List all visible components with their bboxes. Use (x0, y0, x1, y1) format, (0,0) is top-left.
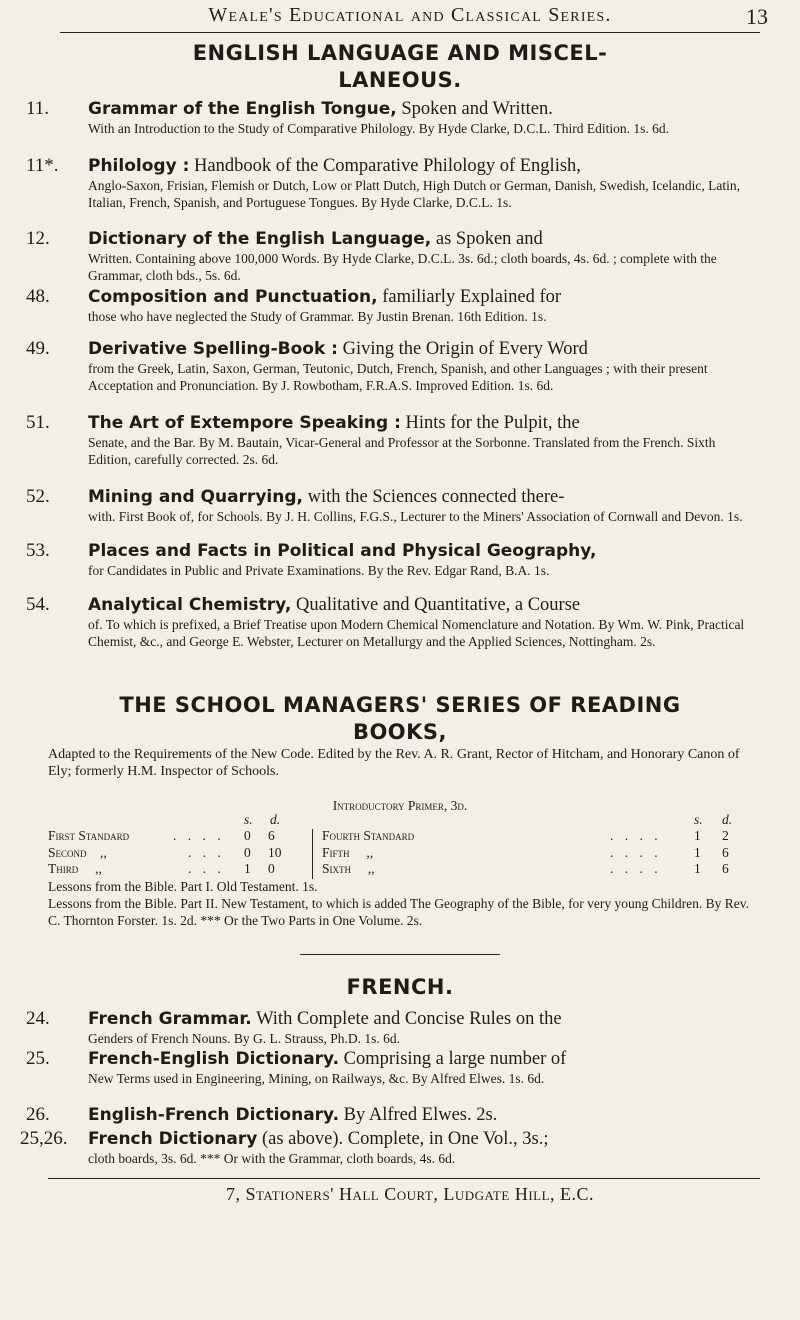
entry-body: for Candidates in Public and Private Examinations. By the Rev. Edgar Rand, B.A. 1s. (88, 563, 550, 578)
entry-subtitle: By Alfred Elwes. 2s. (339, 1105, 498, 1125)
entry-body: With an Introduction to the Study of Comparative Philology. By Hyde Clarke, D.C.L. Third Edition. 1s. 6d. (88, 121, 670, 136)
entry-title: Analytical Chemistry, (88, 595, 292, 615)
price-row: Fourth Standard . . . . 1 2 (322, 828, 729, 843)
entry-subtitle: familiarly Explained for (377, 287, 562, 307)
lessons-part-2: Lessons from the Bible. Part II. New Testament, to which is added The Geography of the Bible, for very young Children. By Rev. C. Thornton Forster. 1s. 2d. *** Or the Two Parts in One Volume. 2s. (48, 896, 750, 928)
entry-body: those who have neglected the Study of Grammar. By Justin Brenan. 16th Edition. 1s. (88, 309, 547, 324)
entry-number: 48. (26, 286, 50, 307)
entry-body: Written. Containing above 100,000 Words. By Hyde Clarke, D.C.L. 3s. 6d.; cloth boards, 4s. 6d. ; complete with the Grammar, cloth bds., 5s. 6d. (88, 251, 717, 283)
entry-number: 52. (26, 486, 50, 507)
price-row: Sixth ,, . . . . 1 6 (322, 861, 729, 876)
entry-subtitle: Comprising a large number of (339, 1049, 567, 1069)
entry-number: 26. (26, 1104, 50, 1125)
entry-body: of. To which is prefixed, a Brief Treatise upon Modern Chemical Nomenclature and Notation. By Wm. W. Pink, Practical Chemist, &c., and George E. Webster, Lecturer on Metallurgy and the Applied Sciences, Nottingham. 2s. (88, 617, 745, 649)
entry-title: Philology : (88, 156, 190, 176)
entry-body: from the Greek, Latin, Saxon, German, Teutonic, Dutch, French, Spanish, and other Languages ; with their present Acceptation and Pronunciation. By J. Rowbotham, F.R.A.S. Improved Edition. 1s. 6d. (88, 361, 708, 393)
series-description: Adapted to the Requirements of the New Code. Edited by the Rev. A. R. Grant, Rector of Hitcham, and Honorary Canon of Ely; formerly H.M. Inspector of Schools. (48, 747, 740, 779)
entry-number: 24. (26, 1008, 50, 1029)
entry-subtitle: with the Sciences connected there- (302, 487, 565, 507)
entry-number: 53. (26, 540, 50, 561)
entry-number: 51. (26, 412, 50, 433)
section-heading-school-managers: THE SCHOOL MANAGERS' SERIES OF READING BOOKS, (119, 693, 681, 744)
entry-body: with. First Book of, for Schools. By J. H. Collins, F.G.S., Lecturer to the Miners' Association of Cornwall and Devon. 1s. (88, 509, 743, 524)
entry-body: Anglo-Saxon, Frisian, Flemish or Dutch, Low or Platt Dutch, High Dutch or German, Danish, Swedish, Icelandic, Latin, Italian, French, Spanish, and Portuguese Tongues. By Hyde Clarke, D.C.L. 1s. (88, 178, 741, 210)
entry-body: New Terms used in Engineering, Mining, on Railways, &c. By Alfred Elwes. 1s. 6d. (88, 1071, 545, 1086)
section-rule (300, 954, 500, 955)
entry-number: 11. (26, 98, 50, 119)
entry-subtitle: Qualitative and Quantitative, a Course (291, 595, 581, 615)
entry-subtitle: as Spoken and (431, 229, 543, 249)
table-divider (312, 829, 313, 879)
entry-number: 11*. (26, 155, 59, 176)
running-head: Weale's Educational and Classical Series. (208, 4, 612, 26)
price-table-left: s. d. First Standard . . . . 0 6 Second ,, . . . 0 10 Third ,, . . . 1 0 (48, 812, 308, 878)
entry-number: 25. (26, 1048, 50, 1069)
publisher-address: 7, Stationers' Hall Court, Ludgate Hill, E.C. (225, 1184, 595, 1204)
entry-number: 49. (26, 338, 50, 359)
entry-title: Mining and Quarrying, (88, 487, 303, 507)
entry-title: French Grammar. (88, 1009, 252, 1029)
entry-title: Composition and Punctuation, (88, 287, 378, 307)
entry-subtitle: (as above). Complete, in One Vol., 3s.; (257, 1129, 549, 1149)
page-number: 13 (746, 4, 768, 29)
entry-title: English-French Dictionary. (88, 1105, 340, 1125)
entry-title: Grammar of the English Tongue, (88, 99, 397, 119)
entry-title: French Dictionary (88, 1129, 258, 1149)
entry-number: 12. (26, 228, 50, 249)
entry-title: Derivative Spelling-Book : (88, 339, 338, 359)
price-row: Fifth ,, . . . . 1 6 (322, 844, 729, 860)
header-rule (60, 32, 760, 33)
entry-number: 25,26. (20, 1128, 68, 1149)
lessons-part-1: Lessons from the Bible. Part I. Old Testament. 1s. (48, 879, 318, 894)
entry-title: Places and Facts in Political and Physical Geography, (88, 541, 597, 561)
price-table-right: s. d. Fourth Standard . . . . 1 2 Fifth ,, . . . . 1 6 Sixth ,, . . . . 1 6 (322, 812, 762, 878)
entry-title: French-English Dictionary. (88, 1049, 340, 1069)
entry-body: Genders of French Nouns. By G. L. Strauss, Ph.D. 1s. 6d. (88, 1031, 400, 1046)
primer-line: Introductory Primer, 3d. (332, 798, 468, 813)
footer-rule (48, 1178, 760, 1179)
entry-subtitle: Handbook of the Comparative Philology of English, (189, 156, 581, 176)
entry-title: The Art of Extempore Speaking : (88, 413, 401, 433)
entry-body: cloth boards, 3s. 6d. *** Or with the Grammar, cloth boards, 4s. 6d. (88, 1151, 456, 1166)
entry-title: Dictionary of the English Language, (88, 229, 432, 249)
price-row: First Standard . . . . 0 6 (48, 828, 275, 843)
section-heading-english: ENGLISH LANGUAGE AND MISCEL- LANEOUS. (192, 41, 608, 92)
entry-subtitle: Hints for the Pulpit, the (400, 413, 580, 433)
section-heading-french: FRENCH. (346, 975, 454, 999)
price-row: Second ,, . . . 0 10 (48, 844, 282, 860)
entry-subtitle: Spoken and Written. (396, 99, 553, 119)
entry-body: Senate, and the Bar. By M. Bautain, Vicar-General and Professor at the Sorbonne. Translated from the French. Sixth Edition, carefully corrected. 2s. 6d. (88, 435, 716, 467)
entry-number: 54. (26, 594, 50, 615)
entry-subtitle: With Complete and Concise Rules on the (251, 1009, 562, 1029)
price-row: Third ,, . . . 1 0 (48, 861, 275, 876)
entry-subtitle: Giving the Origin of Every Word (337, 339, 588, 359)
